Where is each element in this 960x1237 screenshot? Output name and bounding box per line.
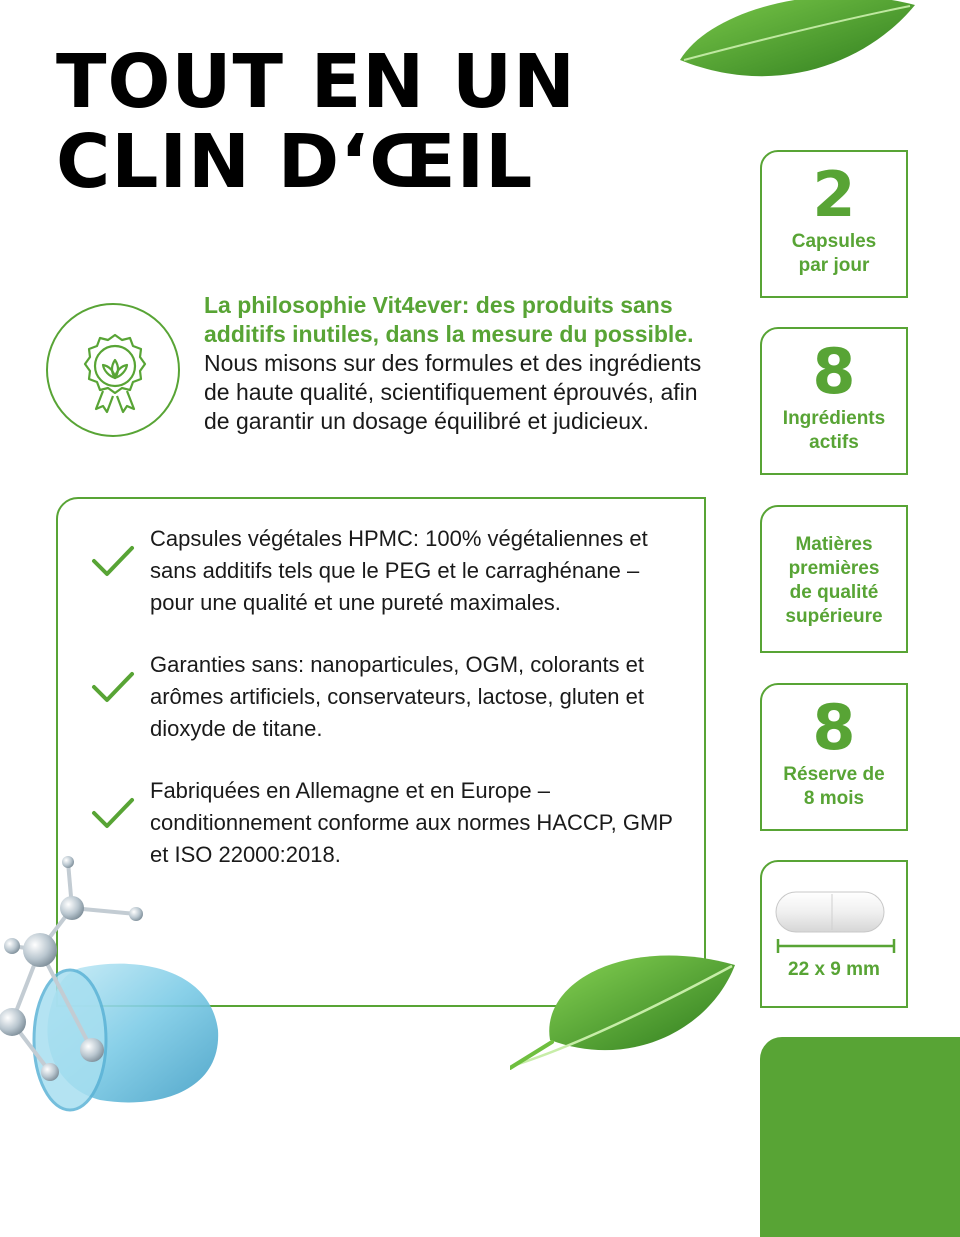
- title-line-2: CLIN D‘ŒIL: [56, 119, 534, 205]
- stat-capsule-size: [760, 860, 908, 1008]
- stat-number: 8: [812, 691, 856, 764]
- stat-number: 8: [812, 335, 856, 408]
- stat-active-ingredients: [760, 327, 908, 475]
- molecule-icon: [0, 850, 240, 1150]
- feature-text: Capsules végétales HPMC: 100% végétaliennes et sans additifs tels que le PEG et le carraghénane – pour une qualité et une pureté maximales.: [150, 526, 648, 615]
- green-accent-block: [760, 1037, 960, 1237]
- stat-label: Réserve de 8 mois: [783, 764, 885, 809]
- intro-text: [204, 291, 724, 436]
- intro-highlight: La philosophie Vit4ever: des produits sans additifs inutiles, dans la mesure du possible.: [204, 292, 694, 347]
- stat-label: Matières premières de qualité supérieure: [785, 534, 883, 627]
- page-title: [56, 39, 576, 205]
- leaf-bottom-icon: [510, 940, 740, 1070]
- stat-capsules-per-day: [760, 150, 908, 298]
- capsule-size-label: 22 x 9 mm: [788, 959, 880, 980]
- stat-label: Ingrédients actifs: [782, 408, 886, 453]
- stat-label: Capsules par jour: [791, 231, 877, 276]
- stat-number: 2: [812, 158, 856, 231]
- title-line-1: TOUT EN UN: [56, 39, 576, 125]
- intro-body: Nous misons sur des formules et des ingrédients de haute qualité, scientifiquement éprouvés, afin de garantir un dosage équilibré et judicieux.: [204, 350, 702, 434]
- dimension-line-icon: [776, 938, 896, 954]
- feature-text: Garanties sans: nanoparticules, OGM, colorants et arômes artificiels, conservateurs, lactose, gluten et dioxyde de titane.: [150, 652, 645, 741]
- quality-award-leaf-icon: [48, 305, 182, 439]
- feature-text: Fabriquées en Allemagne et en Europe – conditionnement conforme aux normes HACCP, GMP et ISO 22000:2018.: [150, 778, 673, 867]
- leaf-top-icon: [670, 0, 920, 95]
- capsule-icon: [774, 888, 896, 938]
- stat-reserve: [760, 683, 908, 831]
- quality-badge: [46, 303, 180, 437]
- stat-raw-materials: [760, 505, 908, 653]
- checkmark-icon: [90, 667, 136, 707]
- checkmark-icon: [90, 541, 136, 581]
- checkmark-icon: [90, 793, 136, 833]
